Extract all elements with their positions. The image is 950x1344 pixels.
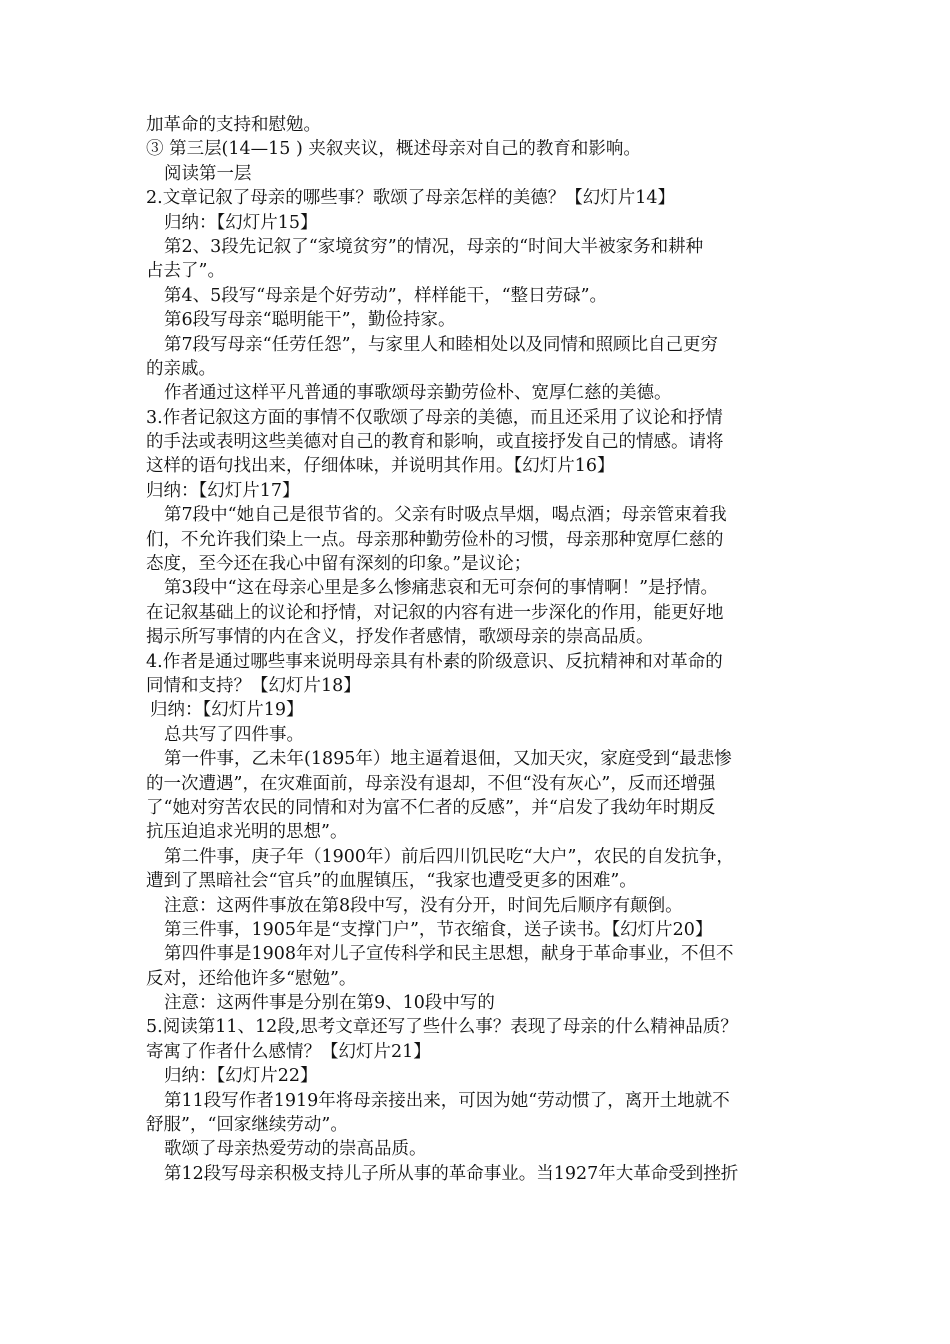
text-line: 的手法或表明这些美德对自己的教育和影响，或直接抒发自己的情感。请将 xyxy=(146,432,724,453)
text-line: 第6段写母亲“聪明能干”，勤俭持家。 xyxy=(164,310,456,331)
text-line: 第一件事，乙未年(1895年）地主逼着退佃，又加天灾，家庭受到“最悲惨 xyxy=(164,749,732,770)
text-line: 态度，至今还在我心中留有深刻的印象。”是议论； xyxy=(146,554,532,575)
text-line: 第3段中“这在母亲心里是多么惨痛悲哀和无可奈何的事情啊！”是抒情。 xyxy=(164,578,719,599)
text-line: 归纳：【幻灯片17】 xyxy=(146,480,300,501)
text-line: 加革命的支持和慰勉。 xyxy=(146,115,321,135)
text-line: 归纳：【幻灯片15】 xyxy=(164,212,318,233)
text-line: 占去了”。 xyxy=(146,261,225,282)
text-line: 第11段写作者1919年将母亲接出来，可因为她“劳动惯了，离开土地就不 xyxy=(164,1090,730,1111)
text-line: 4.作者是通过哪些事来说明母亲具有朴素的阶级意识、反抗精神和对革命的 xyxy=(146,651,723,672)
text-line: 歌颂了母亲热爱劳动的崇高品质。 xyxy=(164,1139,427,1160)
text-line: 同情和支持？【幻灯片18】 xyxy=(146,675,361,696)
text-line: 5.阅读第11、12段,思考文章还写了些什么事？表现了母亲的什么精神品质？ xyxy=(146,1017,738,1038)
text-line: 的亲戚。 xyxy=(146,358,216,379)
text-line: 归纳：【幻灯片19】 xyxy=(150,700,304,721)
text-line: 归纳：【幻灯片22】 xyxy=(164,1066,318,1087)
text-line: 这样的语句找出来，仔细体味，并说明其作用。【幻灯片16】 xyxy=(146,456,615,477)
text-line: 注意：这两件事放在第8段中写，没有分开，时间先后顺序有颠倒。 xyxy=(164,895,683,916)
text-line: 抗压迫追求光明的思想”。 xyxy=(146,822,348,843)
text-line: 的一次遭遇”，在灾难面前，母亲没有退却，不但“没有灰心”，反而还增强 xyxy=(146,773,716,794)
text-line: ③ 第三层(14—15 ) 夹叙夹议，概述母亲对自己的教育和影响。 xyxy=(146,139,641,160)
text-line: 第12段写母亲积极支持儿子所从事的革命事业。当1927年大革命受到挫折 xyxy=(164,1163,739,1184)
text-line: 遭到了黑暗社会“官兵”的血腥镇压，“我家也遭受更多的困难”。 xyxy=(146,871,637,892)
text-line: 注意：这两件事是分别在第9、10段中写的 xyxy=(164,993,495,1014)
text-line: 第四件事是1908年对儿子宣传科学和民主思想，献身于革命事业，不但不 xyxy=(164,944,734,965)
text-line: 3.作者记叙这方面的事情不仅歌颂了母亲的美德，而且还采用了议论和抒情 xyxy=(146,407,723,428)
text-line: 第三件事，1905年是“支撑门户”，节衣缩食，送子读书。【幻灯片20】 xyxy=(164,919,713,940)
text-line: 第二件事，庚子年（1900年）前后四川饥民吃“大户”，农民的自发抗争， xyxy=(164,846,734,867)
text-line: 阅读第一层 xyxy=(164,163,252,184)
text-line: 第4、5段写“母亲是个好劳动”，样样能干，“整日劳碌”。 xyxy=(164,285,608,306)
text-line: 第7段中“她自己是很节省的。父亲有时吸点旱烟，喝点酒；母亲管束着我 xyxy=(164,505,727,526)
text-line: 第2、3段先记叙了“家境贫穷”的情况，母亲的“时间大半被家务和耕种 xyxy=(164,236,704,257)
text-line: 总共写了四件事。 xyxy=(164,724,304,745)
text-line: 们，不允许我们染上一点。母亲那种勤劳俭朴的习惯，母亲那种宽厚仁慈的 xyxy=(146,529,724,550)
text-line: 舒服”，“回家继续劳动”。 xyxy=(146,1115,348,1136)
text-line: 作者通过这样平凡普通的事歌颂母亲勤劳俭朴、宽厚仁慈的美德。 xyxy=(164,383,672,404)
text-line: 反对，还给他许多“慰勉”。 xyxy=(146,968,357,989)
text-line: 在记叙基础上的议论和抒情，对记叙的内容有进一步深化的作用，能更好地 xyxy=(146,602,724,623)
text-line: 第7段写母亲“任劳任怨”，与家里人和睦相处以及同情和照顾比自己更穷 xyxy=(164,334,719,355)
text-line: 2.文章记叙了母亲的哪些事？歌颂了母亲怎样的美德？【幻灯片14】 xyxy=(146,188,675,209)
document-page xyxy=(146,113,786,1186)
text-line: 了“她对穷苦农民的同情和对为富不仁者的反感”，并“启发了我幼年时期反 xyxy=(146,797,716,818)
text-line: 揭示所写事情的内在含义，抒发作者感情，歌颂母亲的崇高品质。 xyxy=(146,627,654,648)
text-line: 寄寓了作者什么感情？【幻灯片21】 xyxy=(146,1041,431,1062)
